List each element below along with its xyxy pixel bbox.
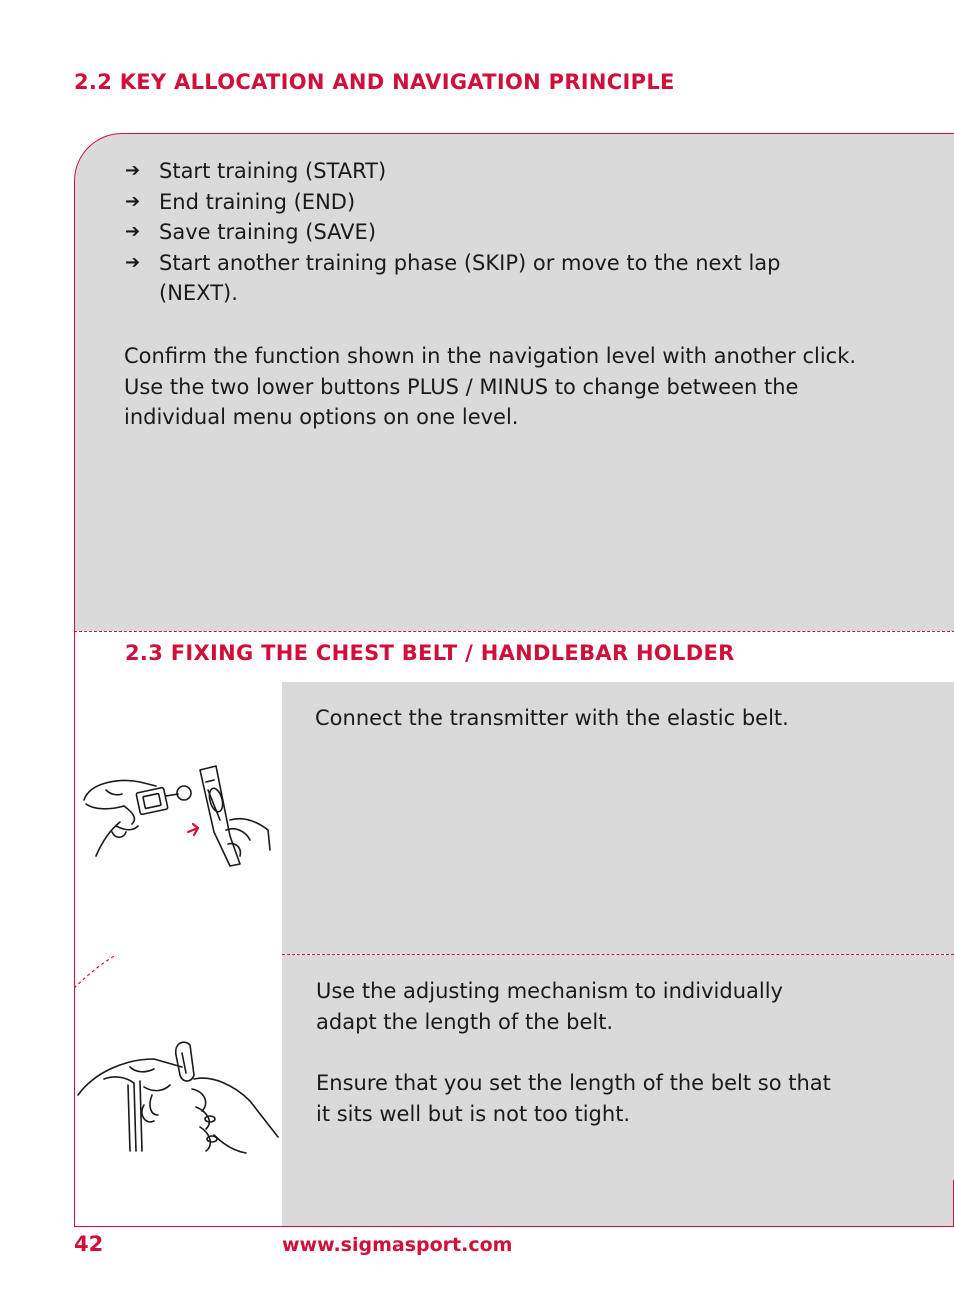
page-number: 42 bbox=[74, 1232, 104, 1256]
hands-adjusting-belt-icon bbox=[74, 955, 281, 1175]
section-heading-2-3: 2.3 FIXING THE CHEST BELT / HANDLEBAR HOLDER bbox=[125, 641, 735, 665]
step2-text-b: Ensure that you set the length of the belt so that it sits well but is not too tight. bbox=[316, 1071, 831, 1126]
step2-text-a: Use the adjusting mechanism to individually adapt the length of the belt. bbox=[316, 979, 783, 1034]
list-item: ➔ Start another training phase (SKIP) or move to the next lap (NEXT). bbox=[125, 248, 839, 309]
arrow-right-icon: ➔ bbox=[125, 251, 141, 273]
step1-text: Connect the transmitter with the elastic belt. bbox=[315, 706, 789, 730]
arrow-right-icon: ➔ bbox=[125, 221, 141, 242]
list-item: ➔ End training (END) bbox=[125, 187, 839, 218]
list-item: ➔ Save training (SAVE) bbox=[125, 217, 839, 248]
arrow-right-icon: ➔ bbox=[125, 160, 141, 181]
section-heading-2-2: 2.2 KEY ALLOCATION AND NAVIGATION PRINCIPLE bbox=[74, 70, 675, 94]
list-item: ➔ Start training (START) bbox=[125, 156, 839, 187]
arrow-right-icon: ➔ bbox=[125, 190, 141, 212]
hands-connecting-transmitter-icon bbox=[80, 760, 280, 870]
navigation-paragraph: Confirm the function shown in the navigation level with another click. Use the two lower buttons PLUS / MINUS to change between the individual menu options on one level. bbox=[124, 344, 857, 429]
footer-url[interactable]: www.sigmasport.com bbox=[282, 1234, 513, 1256]
panel-bottom-border bbox=[74, 1226, 954, 1227]
step-divider bbox=[282, 954, 954, 955]
function-list bbox=[125, 156, 839, 309]
